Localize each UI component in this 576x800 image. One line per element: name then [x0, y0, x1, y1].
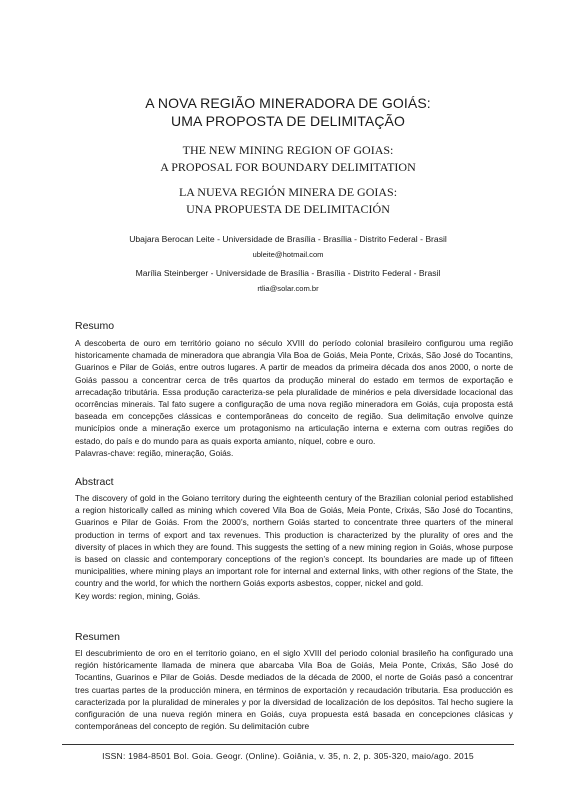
resumo-body — [75, 337, 513, 459]
section-title-resumen: Resumen — [75, 631, 120, 643]
title-spanish — [0, 184, 576, 218]
title-portuguese — [0, 94, 576, 130]
resumen-text: El descubrimiento de oro en el territorio goiano, en el siglo XVIII del periodo colonial brasileño ha configurado una región históricamente llamada de minera que abarcaba Vila Boa de Goiás, Meia Ponte, Crixás, São José do Tocantins, Guarinos e Pilar de Goiás. Desde mediados de la década de 2000, el norte de Goiás pasó a concentrar tres cuartas partes de la producción minera, en términos de exportación y recaudación tributaria. Esa producción es caracterizada por la pluralidad de minerales y por la diversidad de localización de los depósitos. Tal hecho sugiere la configuración de una nueva región minera en Goiás, cuya propuesta está basada en concepciones clásicas y contemporáneas del concepto de región. Su delimitación cubre — [75, 648, 513, 732]
abstract-text: The discovery of gold in the Goiano territory during the eighteenth century of the Brazilian colonial period established a region historically called as mining which covered Vila Boa de Goiás, Meia Ponte, Crixás, São José do Tocantins, Guarinos e Pilar de Goiás. From the 2000’s, northern Goiás started to concentrate three quarters of the mineral production in terms of export and tax revenues. This production is characterized by the plurality of ores and the diversity of places in which they are found. This suggests the setting of a new mining region in Goiás, whose purpose is based on classic and contemporary conceptions of the region’s concept. Its boundaries are made up of fifteen municipalities, where mining plays an important role for internal and external links, with other regions of the State, the country and the world, for which the northern Goiás exports asbestos, copper, nickel and gold. — [75, 493, 513, 589]
title-en-line2: A PROPOSAL FOR BOUNDARY DELIMITATION — [160, 160, 416, 174]
footer-divider — [62, 744, 514, 745]
title-pt-line1: A NOVA REGIÃO MINERADORA DE GOIÁS: — [145, 95, 431, 111]
author-2-affiliation: Marília Steinberger - Universidade de Brasília - Brasília - Distrito Federal - Brasil — [135, 268, 441, 278]
title-es-line1: LA NUEVA REGIÓN MINERA DE GOIAS: — [178, 185, 398, 199]
section-title-resumo: Resumo — [75, 320, 115, 332]
author-1-affiliation: Ubajara Berocan Leite - Universidade de Brasília - Brasília - Distrito Federal - Brasil — [129, 234, 447, 244]
title-english — [0, 142, 576, 176]
resumo-keywords: Palavras-chave: região, mineração, Goiás. — [75, 447, 234, 458]
abstract-body — [75, 492, 513, 602]
title-es-line2: UNA PROPUESTA DE DELIMITACIÓN — [186, 202, 390, 216]
abstract-keywords: Key words: region, mining, Goiás. — [75, 590, 201, 601]
resumo-text: A descoberta de ouro em território goiano no século XVIII do período colonial brasileiro configurou uma região historicamente chamada de mineradora que abrangia Vila Boa de Goiás, Meia Ponte, Crixás, São José do Tocantins, Guarinos e Pilar de Goiás, entre outros lugares. A partir de meados da primeira década dos anos 2000, o norte de Goiás passou a concentrar cerca de três quartos da produção mineral do estado em termos de exportação e arrecadação tributária. Essa produção caracteriza-se pela pluralidade de minérios e pela diversidade locacional das ocorrências minerais. Tal fato sugere a configuração de uma nova região mineradora em Goiás, cuja proposta está baseada em concepções clássicas e contemporâneas do conceito de região. Sua delimitação envolve quinze municípios onde a mineração exerce um protagonismo na articulação interna e externa com outras regiões do estado, do país e do mundo para as quais exporta amianto, níquel, cobre e ouro. — [75, 338, 513, 446]
title-en-line1: THE NEW MINING REGION OF GOIAS: — [182, 143, 394, 157]
journal-citation-footer: ISSN: 1984-8501 Bol. Goia. Geogr. (Online). Goiânia, v. 35, n. 2, p. 305-320, maio/ago. 2015 — [102, 751, 474, 761]
resumen-body — [75, 647, 513, 732]
author-2-email[interactable]: rtlia@solar.com.br — [257, 284, 319, 293]
title-pt-line2: UMA PROPOSTA DE DELIMITAÇÃO — [170, 113, 405, 129]
section-title-abstract: Abstract — [75, 476, 114, 488]
author-1-email[interactable]: ubleite@hotmail.com — [252, 250, 324, 259]
